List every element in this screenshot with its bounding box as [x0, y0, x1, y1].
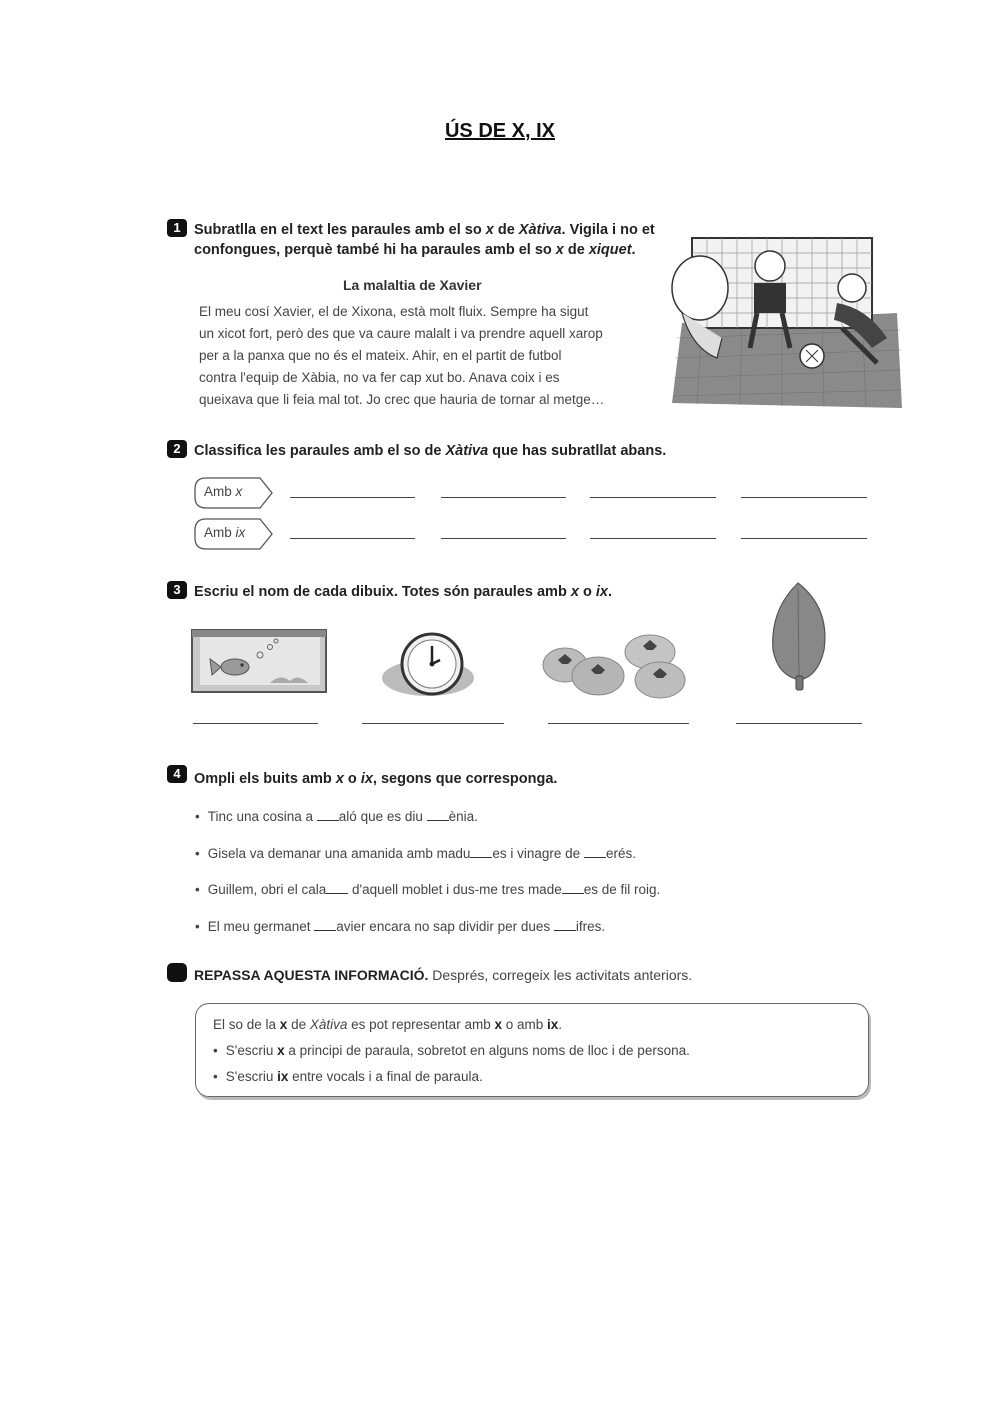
info-box	[195, 1003, 869, 1097]
blank-field[interactable]	[562, 881, 584, 894]
sentence-3: • Guillem, obri el cala d'aquell moblet i dus-me tres made es de fil roig.	[195, 882, 661, 897]
answer-line[interactable]	[362, 723, 504, 724]
blank-field[interactable]	[554, 918, 576, 931]
tag-label: Amb x	[204, 484, 243, 499]
story-line: queixava que li feia mal tot. Jo crec que hauria de tornar al metge…	[199, 392, 605, 407]
sentence-4: • El meu germanet avier encara no sap dividir per dues ifres.	[195, 919, 606, 934]
story-line: per a la panxa que no és el mateix. Ahir, en el partit de futbol	[199, 348, 562, 363]
review-heading: REPASSA AQUESTA INFORMACIÓ. Després, corregeix les activitats anteriors.	[194, 967, 693, 983]
info-bullet: • S'escriu x a principi de paraula, sobretot en alguns noms de lloc i de persona.	[213, 1043, 690, 1058]
info-bullet: • S'escriu ix entre vocals i a final de paraula.	[213, 1069, 483, 1084]
review-badge	[167, 963, 187, 982]
answer-line[interactable]	[741, 538, 867, 539]
exercise-4-instruction: Ompli els buits amb x o ix, segons que corresponga.	[194, 771, 558, 787]
answer-line[interactable]	[290, 497, 415, 498]
sentence-1: • Tinc una cosina a aló que es diu ènia.	[195, 809, 478, 824]
exercise-2-instruction: Classifica les paraules amb el so de Xàtiva que has subratllat abans.	[194, 443, 667, 459]
blank-field[interactable]	[317, 808, 339, 821]
blank-field[interactable]	[427, 808, 449, 821]
story-line: El meu cosí Xavier, el de Xixona, està molt fluix. Sempre ha sigut	[199, 304, 589, 319]
answer-line[interactable]	[736, 723, 862, 724]
fishtank-drawing	[190, 625, 330, 695]
tag-amb-x	[194, 477, 274, 509]
exercise-2-number: 2	[167, 440, 187, 458]
exercise-1-instruction: Subratlla en el text les paraules amb el so x de Xàtiva. Vigila i no et confongues, perquè també hi ha paraules amb el so x de xiquet.	[194, 222, 655, 258]
answer-line[interactable]	[290, 538, 415, 539]
story-line: un xicot fort, però des que va caure malalt i va prendre aquell xarop	[199, 326, 603, 341]
leaf-drawing	[768, 580, 832, 694]
answer-line[interactable]	[441, 538, 566, 539]
answer-line[interactable]	[193, 723, 318, 724]
clock-drawing	[378, 628, 478, 700]
info-line: El so de la x de Xàtiva es pot representar amb x o amb ix.	[213, 1017, 563, 1032]
soccer-illustration	[662, 228, 905, 413]
blank-field[interactable]	[314, 918, 336, 931]
exercise-3-instruction: Escriu el nom de cada dibuix. Totes són paraules amb x o ix.	[194, 584, 612, 600]
info-text	[213, 1012, 853, 1090]
answer-line[interactable]	[590, 538, 716, 539]
tomatoes-drawing	[540, 632, 690, 702]
story-text	[199, 301, 659, 411]
answer-line[interactable]	[441, 497, 566, 498]
exercise-3-number: 3	[167, 581, 187, 599]
blank-field[interactable]	[326, 881, 348, 894]
answer-line[interactable]	[548, 723, 689, 724]
blank-field[interactable]	[584, 845, 606, 858]
sentence-2: • Gisela va demanar una amanida amb madu es i vinagre de erés.	[195, 846, 636, 861]
answer-line[interactable]	[741, 497, 867, 498]
exercise-1-number: 1	[167, 219, 187, 237]
story-line: contra l'equip de Xàbia, no va fer cap xut bo. Anava coix i es	[199, 370, 560, 385]
story-title: La malaltia de Xavier	[343, 277, 482, 293]
blank-field[interactable]	[470, 845, 492, 858]
tag-amb-ix	[194, 518, 274, 550]
exercise-4-number: 4	[167, 765, 187, 783]
tag-label: Amb ix	[204, 525, 246, 540]
answer-line[interactable]	[590, 497, 716, 498]
page-title: ÚS DE X, IX	[444, 120, 556, 142]
